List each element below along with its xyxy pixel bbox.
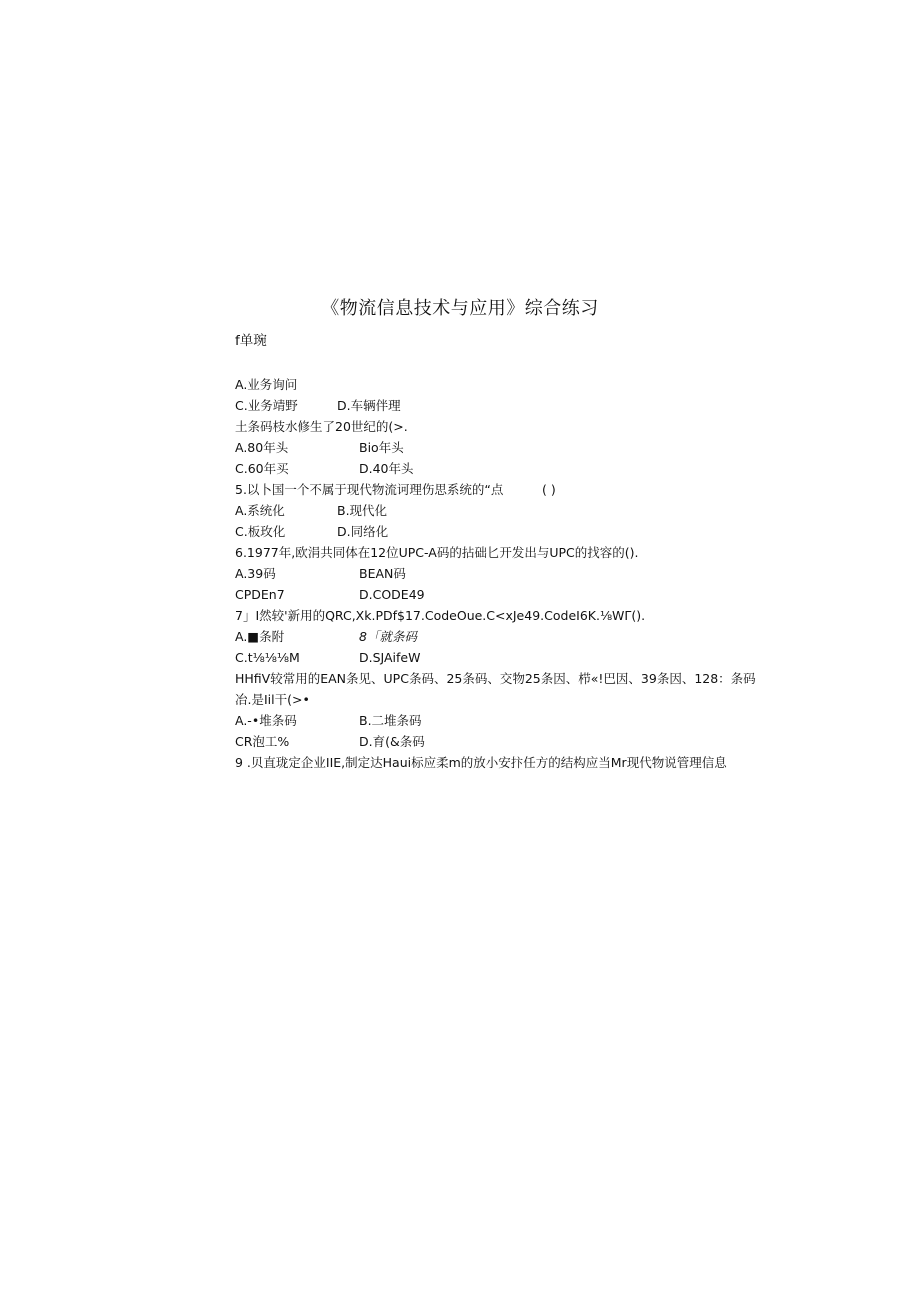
question-line (235, 608, 645, 624)
question-line (235, 671, 756, 687)
option-text: BEAN码 (359, 566, 406, 581)
option-line (235, 587, 425, 603)
option-line (235, 734, 425, 750)
answer-bracket: ( ) (542, 482, 556, 497)
option-line (235, 566, 406, 582)
option-text: CPDEn7 (235, 587, 285, 602)
option-text: D.车辆伴理 (337, 398, 401, 413)
option-text: A.80年头 (235, 440, 289, 455)
option-text: Bio年头 (359, 440, 404, 455)
option-line (235, 377, 297, 393)
page-title: 《物流信息技术与应用》综合练习 (321, 298, 599, 319)
option-line (235, 398, 401, 414)
option-line (235, 461, 414, 477)
question-text: HHfiV较常用的EAN条见、UPC条码、25条码、交物25条因、栉«!巴因、39条因、128：条码 (235, 671, 756, 686)
option-line (235, 629, 417, 645)
option-text: C.业务靖野 (235, 398, 298, 413)
option-line (235, 713, 422, 729)
question-line (235, 419, 408, 435)
question-line (235, 545, 638, 561)
option-text: C.60年买 (235, 461, 289, 476)
option-text: B.现代化 (337, 503, 388, 518)
option-text: A.系统化 (235, 503, 285, 518)
option-text: D.CODE49 (359, 587, 425, 602)
question-text: 7」I然较'新用的QRC,Xk.PDf$17.CodeOue.C<xJe49.CodeI6K.⅛WΓ(). (235, 608, 646, 623)
option-line (235, 650, 421, 666)
question-text: 土条码枝水修生了20世纪的(>. (235, 419, 408, 434)
option-text: C.t⅛⅛⅛M (235, 650, 300, 665)
option-text: D.40年头 (359, 461, 414, 476)
option-text: A.■条附 (235, 629, 285, 644)
question-line (235, 692, 310, 708)
option-text: A.业务询问 (235, 377, 298, 392)
option-text: A.39码 (235, 566, 276, 581)
option-line (235, 524, 389, 540)
question-text: 9 .贝直珑定企业IIE,制定达Haui标应柔m的放小安抃任方的结构应当Mr现代物说管理信息 (235, 755, 727, 770)
option-text: B.二堆条码 (359, 713, 422, 728)
option-line (235, 503, 388, 519)
option-text: D.育(&条码 (359, 734, 425, 749)
question-line (235, 755, 727, 771)
question-line (235, 482, 556, 498)
question-text: 冶.是Iil干(>• (235, 692, 310, 707)
option-text: C.板玫化 (235, 524, 286, 539)
section-heading: f单琬 (235, 333, 267, 349)
option-line (235, 440, 404, 456)
question-text: 5.以卜国一个不属于现代物流诃理伤思系统的“点 (235, 482, 504, 497)
option-text: D.SJAifeW (359, 650, 421, 665)
option-text: CR泡工% (235, 734, 290, 749)
option-text: D.同络化 (337, 524, 389, 539)
question-text: 6.1977年,欧涓共同体在12位UPC-A码的拈础匕开发出与UPC的找容的(). (235, 545, 639, 560)
option-text: A.-•堆条码 (235, 713, 297, 728)
option-text: 8「就条码 (359, 629, 417, 644)
